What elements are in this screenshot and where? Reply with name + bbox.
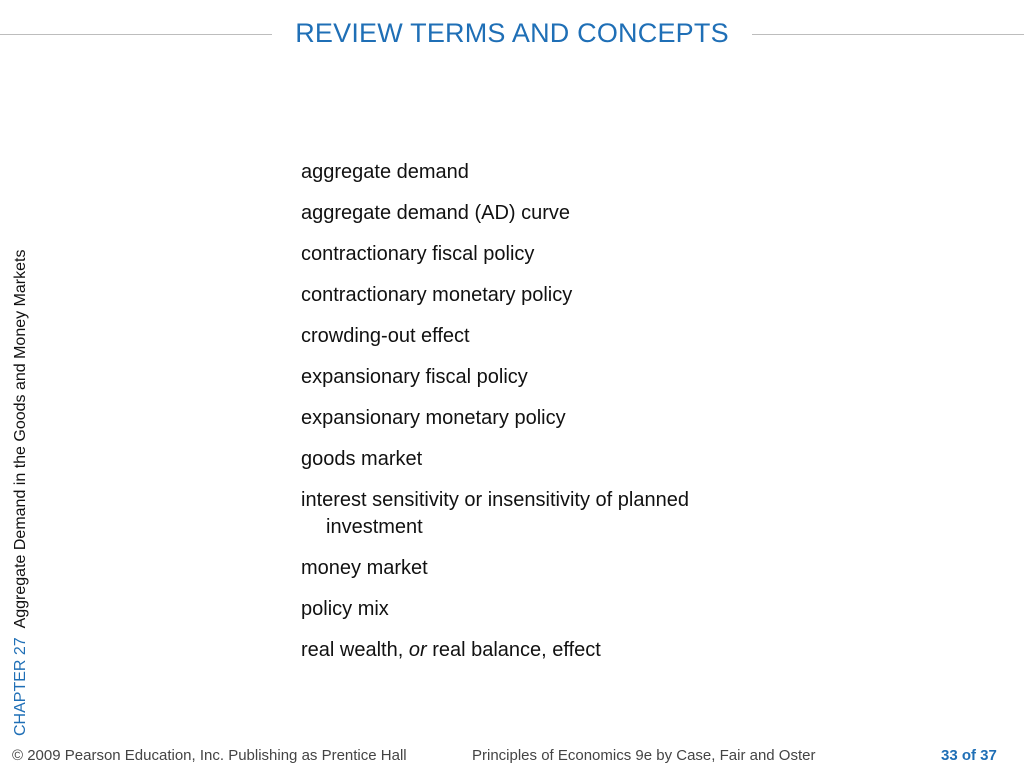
chapter-number: CHAPTER 27 — [12, 637, 29, 736]
title-bar — [0, 0, 1024, 70]
term-text: real balance, effect — [426, 639, 601, 661]
term-italic-word: or — [408, 639, 427, 661]
term-item: interest sensitivity or insensitivity of planned investment — [301, 489, 689, 538]
chapter-side-label — [9, 166, 33, 736]
page-number: 33 of 37 — [941, 747, 997, 764]
terms-list — [301, 159, 771, 678]
term-text: real wealth, — [301, 639, 409, 661]
term-item: aggregate demand — [301, 161, 469, 183]
term-item: expansionary fiscal policy — [301, 366, 528, 388]
term-item: goods market — [301, 448, 423, 470]
title-rule-right — [752, 34, 1024, 35]
title-rule-left — [0, 34, 272, 35]
term-item: crowding-out effect — [301, 325, 470, 347]
footer — [0, 745, 1024, 767]
slide-title: REVIEW TERMS AND CONCEPTS — [295, 18, 729, 48]
term-item: contractionary fiscal policy — [301, 243, 535, 265]
term-item: contractionary monetary policy — [301, 284, 573, 306]
footer-copyright: © 2009 Pearson Education, Inc. Publishing as Prentice Hall — [12, 747, 407, 764]
term-item-real-wealth — [301, 637, 771, 664]
term-item: policy mix — [301, 598, 389, 620]
chapter-title: Aggregate Demand in the Goods and Money Markets — [12, 249, 29, 629]
term-item: money market — [301, 557, 428, 579]
term-item: aggregate demand (AD) curve — [301, 202, 571, 224]
term-item: expansionary monetary policy — [301, 407, 566, 429]
footer-book-title: Principles of Economics 9e by Case, Fair and Oster — [472, 747, 816, 764]
